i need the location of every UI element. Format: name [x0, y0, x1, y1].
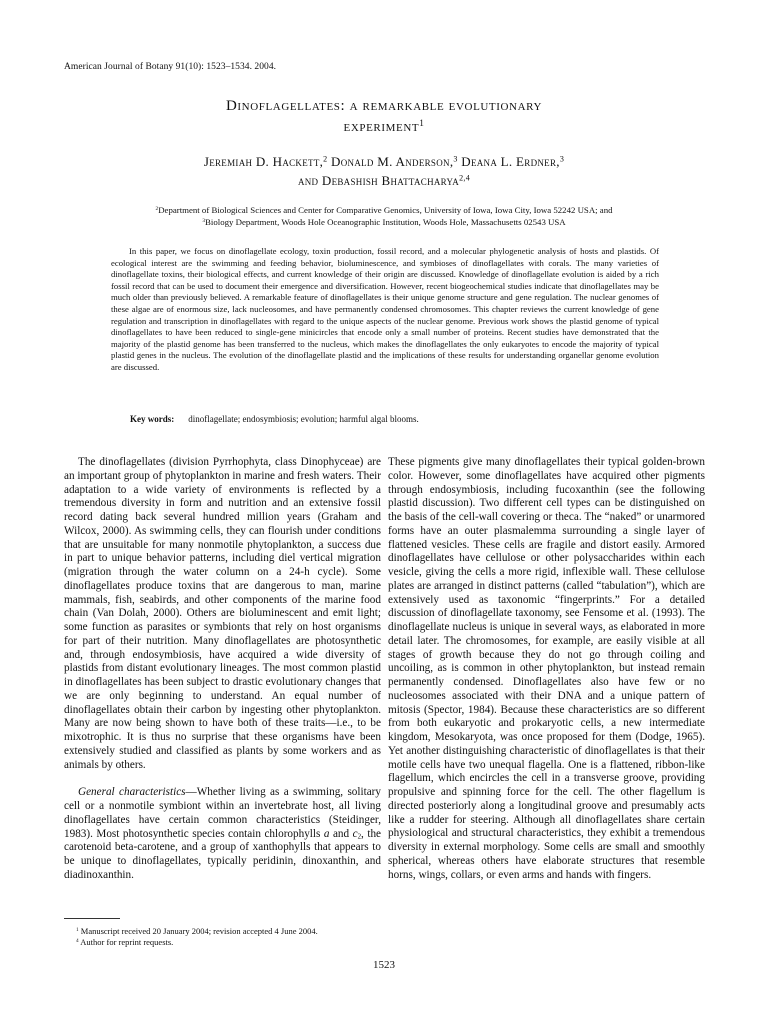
title-line-1: Dinoflagellates: a remarkable evolutionary: [225, 98, 543, 114]
body-column-left: [64, 456, 381, 883]
author-hackett: Jeremiah D. Hackett,: [203, 154, 324, 169]
abstract: In this paper, we focus on dinoflagellate ecology, toxin production, fossil record, and a molecular phylogenetic analysis of hosts and plastids. Of ecological interest are the swimming and feeding behavior, bioluminescence, and symbioses of dinoflagellates with corals. The many varieties of dinoflagellate toxins, their biological effects, and current knowledge of their origin are discussed. Knowledge of dinoflagellate evolution is aided by a rich fossil record that can be used to document their emergence and diversification. However, recent biogeochemical studies indicate that dinoflagellates may be much older than previously believed. A remarkable feature of dinoflagellates is their unique genome structure and gene regulation. The nuclear genomes of these algae are of enormous size, lack nucleosomes, and have permanently condensed chromosomes. This chapter reviews the current knowledge of gene regulation and transcription in dinoflagellates with regard to the unique aspects of the nuclear genome. Previous work shows the plastid genome of typical dinoflagellates to have been reduced to single-gene minicircles that encode only a small number of proteins. Recent studies have demonstrated that the majority of the plastid genome has been transferred to the nucleus, which makes the dinoflagellates the only eukaryotes to encode the majority of typical plastid genes in the nucleus. The evolution of the dinoflagellate plastid and the implications of these results for understanding organellar genome evolution are discussed.: [111, 246, 659, 372]
footnote-4: $^4$ Author for reprint requests.: [76, 937, 174, 947]
author-bhattacharya: and Debashish Bhattacharya: [297, 173, 460, 188]
intro-paragraph: The dinoflagellates (division Pyrrhophyta, class Dinophyceae) are an important group of phytoplankton in marine and fresh waters. Their adaptation to a wide variety of environments is reflected by a tremendous diversity in form and nutrition and an extensive fossil record dating back several hundred million years (Graham and Wilcox, 2000). As swimming cells, they can flourish under conditions that are unsuitable for many nonmotile phytoplankton, a success due in part to unique behavior patterns, including diel vertical migration (migration through the water column on a 24-h cycle). Some dinoflagellates produce toxins that are dangerous to man, marine mammals, fish, seabirds, and other components of the marine food chain (Van Dolah, 2000). Others are bioluminescent and emit light; some function as parasites or symbionts that rely on host organisms for part of their nutrition. Many dinoflagellates are photosynthetic and, through endosymbiosis, have acquired a wide diversity of plastids from distant evolutionary lineages. The most common plastid in dinoflagellates has been subject to drastic evolutionary changes that we are only beginning to understand. An equal number of dinoflagellates obtain their carbon by ingesting other phytoplankton. Many are now being shown to have both of these traits—i.e., to be mixotrophic. It is thus no surprise that these organisms have been extensively studied and classified as plants by some workers and as animals by others.: [64, 456, 381, 771]
pigments-paragraph: These pigments give many dinoflagellates their typical golden-brown color. However, some dinoflagellates have acquired other pigments through endosymbiosis, including fucoxanthin (see the following plastid discussion). Two different cell types can be distinguished on the basis of the cell-wall covering or theca. The “naked” or unarmored forms have an outer plasmalemma surrounding a single layer of flattened vesicles. These cells are fragile and distort easily. Armored dinoflagellates have cellulose or other polysaccharides within each vesicle, giving the cells a more rigid, inflexible wall. These cellulose plates are arranged in distinct patterns (called “tabulation”), which are extensively used as taxonomic “fingerprints.” For a detailed discussion of dinoflagellate taxonomy, see Fensome et al. (1993). The dinoflagellate nucleus is unique in several ways, as elaborated in more detail later. The chromosomes, for example, are easily visible at all stages of growth because they do not go through coiling and uncoiling, as is common in other phytoplankton, but instead remain permanently condensed. Dinoflagellates also have few or no nucleosomes associated with their DNA and a unique pattern of mitosis (Spector, 1984). Because these characteristics are so different from both eukaryotic and prokaryotic cells, a new intermediate kingdom, Mesokaryota, was once proposed for them (Dodge, 1965). Yet another distinguishing characteristic of dinoflagellates is that their motile cells have two unequal flagella. One is a flattened, ribbon-like flagellum, which encircles the cell in a transverse groove, providing propulsive and spinning force for the cell. The other flagellum is directed posteriorly along a longitudinal groove and presumably acts like a rudder for steering. Although all dinoflagellates share certain physiological and structural characteristics, they exhibit a tremendous diversity in external morphology. Some cells are small and smoothly spherical, whereas others have elaborate structures that resemble horns, wings, collars, or even arms and hands with fingers.: [388, 456, 705, 881]
body-column-right: [388, 456, 705, 882]
footnote-divider: [64, 918, 120, 919]
affiliations: $^2$Department of Biological Sciences and Center for Comparative Genomics, University of Iowa, Iowa City, Iowa 52242 USA; and $^3$Biology Department, Woods Hole Oceanographic Institution, Woods Hole, Massachusetts 02543 USA: [155, 205, 613, 227]
general-characteristics-paragraph: General characteristics—Whether living as a swimming, solitary cell or a nonmotile symbiont within an invertebrate host, all living dinoflagellates have certain common characteristics (Steidinger, 1983). Most photosynthetic species contain chlorophylls a and $c_2$, the carotenoid beta-carotene, and a group of xanthophylls that appears to be unique to dinoflagellates, typically peridinin, dinoxanthin, and diadinoxanthin.: [64, 786, 381, 881]
keywords-text: dinoflagellate; endosymbiosis; evolution; harmful algal blooms.: [188, 414, 419, 424]
footnotes: [76, 926, 396, 948]
page-number: 1523: [373, 959, 395, 971]
title-footnote-marker: 1: [419, 118, 425, 129]
keywords: [130, 414, 419, 424]
author-erdner: Deana L. Erdner,: [457, 154, 560, 169]
author-list: Jeremiah D. Hackett,$^2$ Donald M. Anderson,$^3$ Deana L. Erdner,$^3$ and Debashish Bhattacharya$^{2,4}$: [203, 154, 565, 188]
affiliation-woods-hole: Biology Department, Woods Hole Oceanographic Institution, Woods Hole, Massachusetts 02543 USA: [205, 217, 566, 227]
keywords-label: Key words:: [130, 414, 175, 424]
footnote-1: $^1$ Manuscript received 20 January 2004; revision accepted 4 June 2004.: [76, 926, 318, 936]
article-title: [0, 96, 768, 138]
author-anderson: Donald M. Anderson,: [327, 154, 454, 169]
section-heading: General characteristics: [78, 786, 186, 799]
affiliation-iowa: Department of Biological Sciences and Center for Comparative Genomics, University of Iowa, Iowa City, Iowa 52242 USA; and: [158, 205, 613, 215]
journal-reference: American Journal of Botany 91(10): 1523–1534. 2004.: [64, 62, 277, 72]
title-line-2: experiment$^1$: [343, 118, 425, 135]
